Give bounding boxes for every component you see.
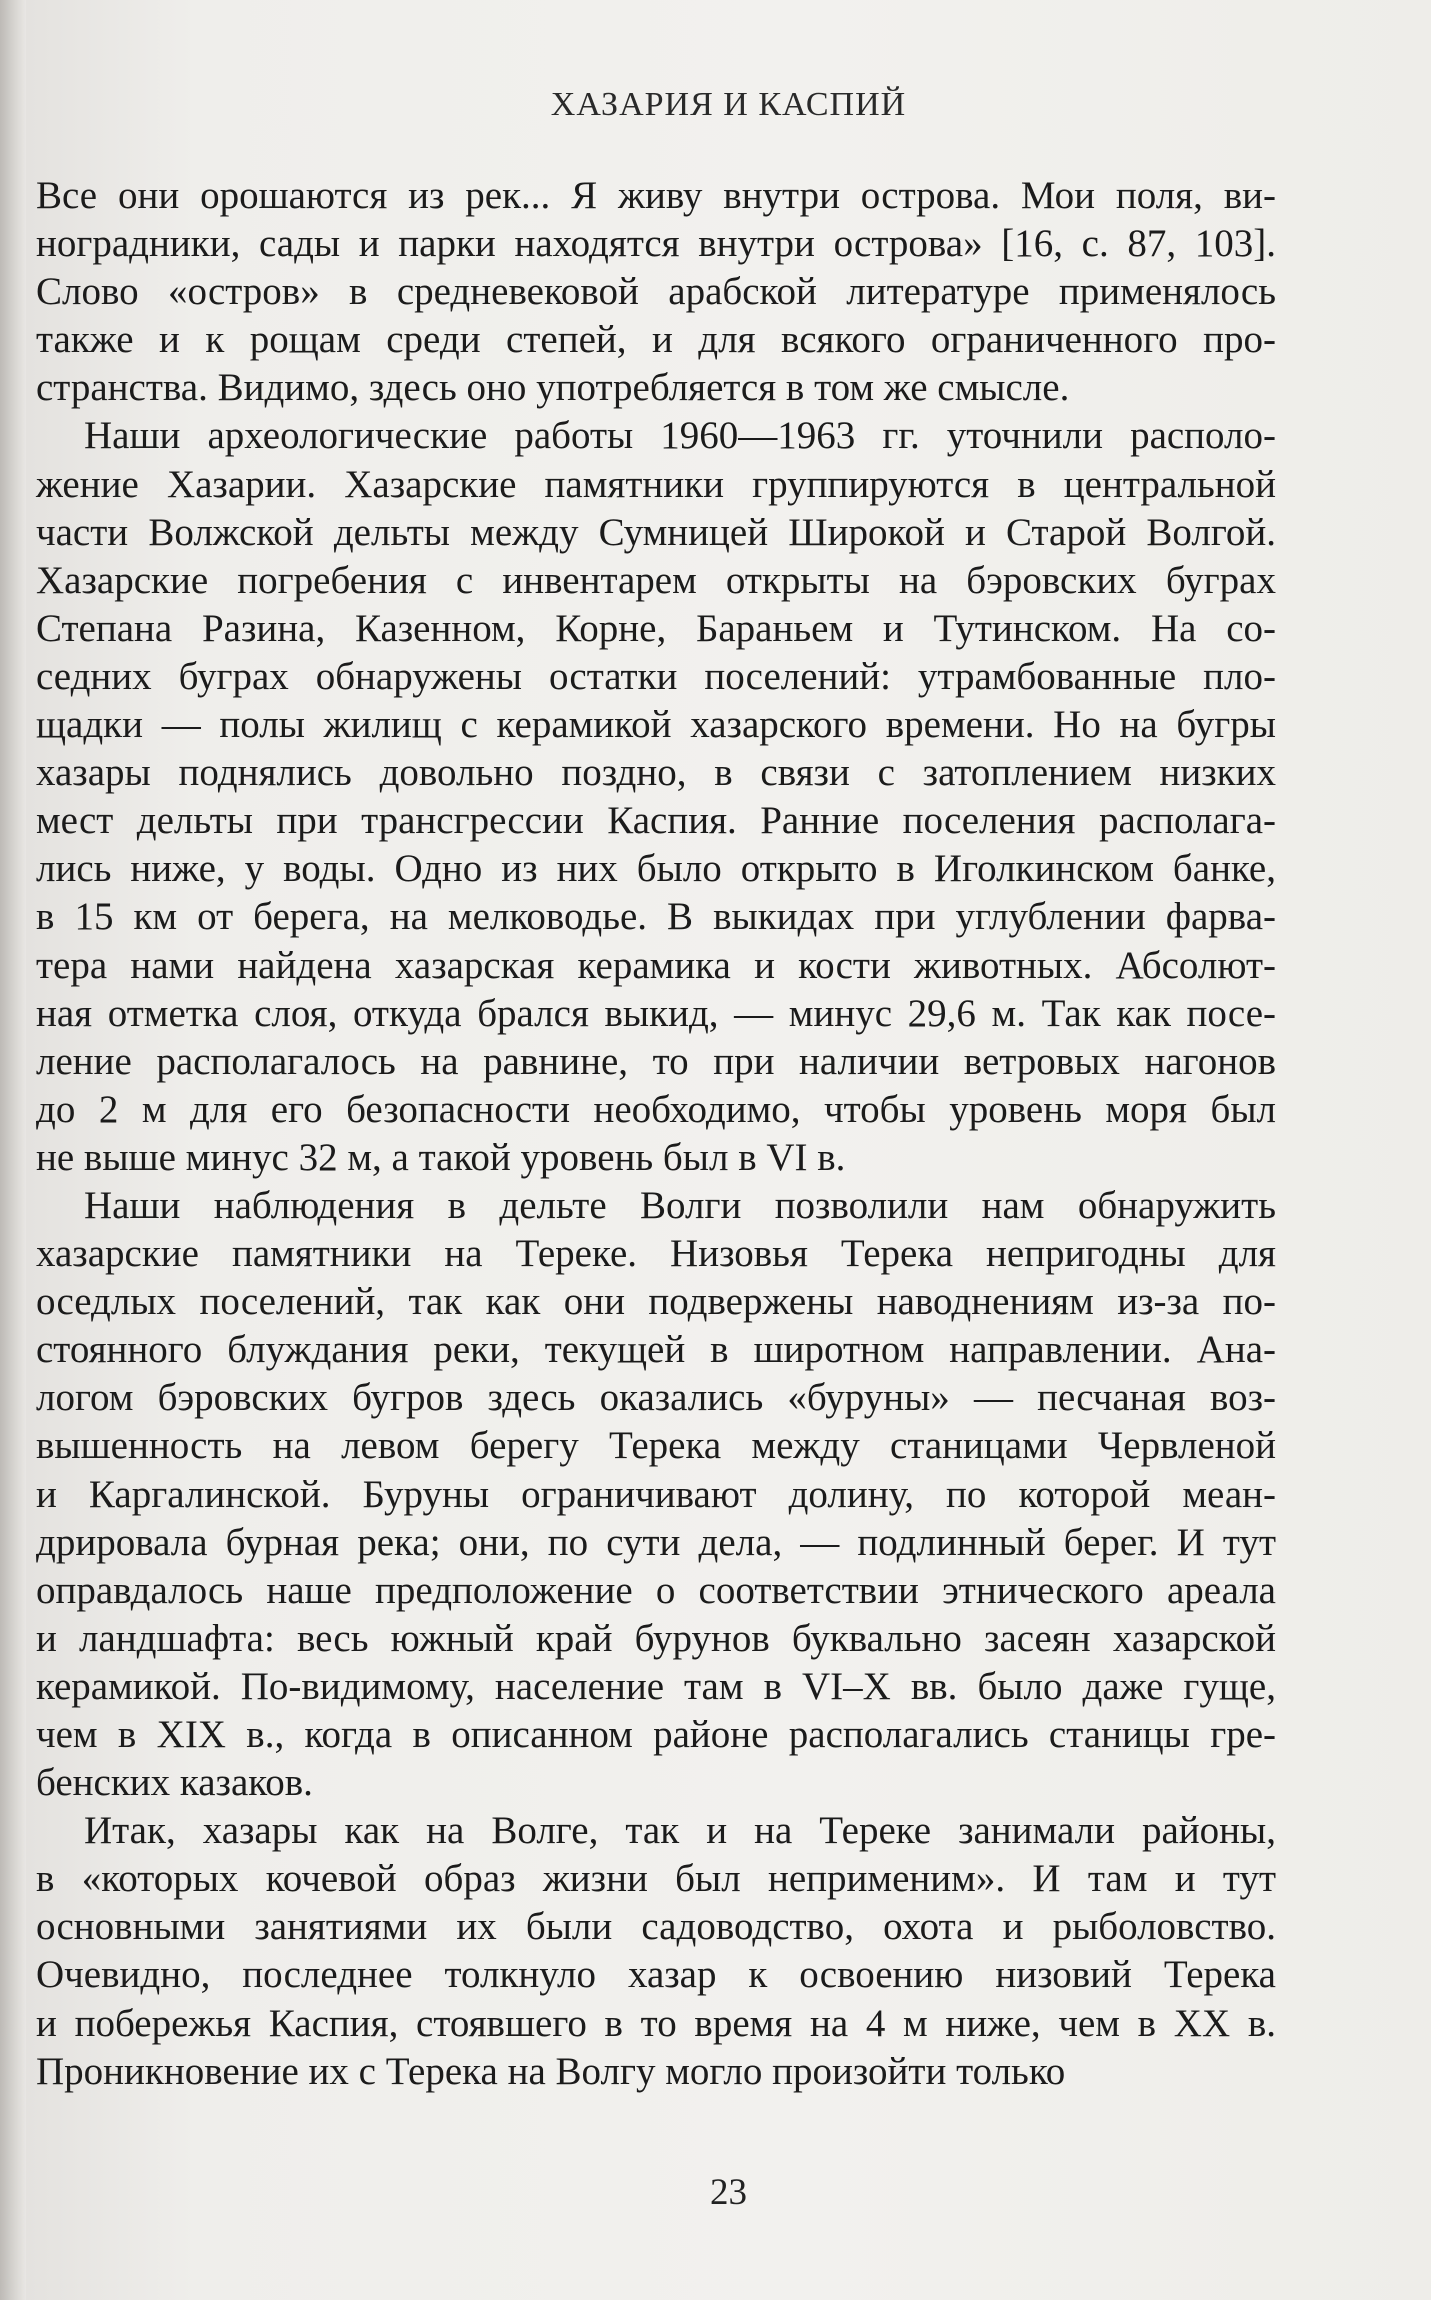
text-line: в 15 км от берега, на мелководье. В выкидах при углублении фарва- xyxy=(36,895,1276,939)
text-line: дрировала бурная река; они, по сути дела, — подлинный берег. И тут xyxy=(36,1520,1276,1564)
text-line: оправдалось наше предположение о соответствии этнического ареала xyxy=(36,1568,1276,1612)
text-line: Итак, хазары как на Волге, так и на Тереке занимали районы, xyxy=(84,1809,1276,1853)
text-line: Слово «остров» в средневековой арабской литературе применялось xyxy=(36,270,1276,314)
page-number: 23 xyxy=(710,2172,747,2213)
text-line: основными занятиями их были садоводство, охота и рыболовство. xyxy=(36,1905,1276,1949)
text-line: Все они орошаются из рек... Я живу внутри острова. Мои поля, ви- xyxy=(36,174,1276,217)
text-line: странства. Видимо, здесь оно употребляется в том же смысле. xyxy=(36,366,1070,410)
book-page xyxy=(26,0,1431,2300)
text-line: бенских казаков. xyxy=(36,1761,313,1805)
text-line: Очевидно, последнее толкнуло хазар к освоению низовий Терека xyxy=(36,1953,1276,1997)
paragraph xyxy=(36,412,1276,1182)
text-line: до 2 м для его безопасности необходимо, чтобы уровень моря был xyxy=(36,1087,1276,1131)
paragraph xyxy=(36,172,1276,412)
text-line: также и к рощам среди степей, и для всякого ограниченного про- xyxy=(36,318,1276,362)
text-line: жение Хазарии. Хазарские памятники группируются в центральной xyxy=(36,462,1276,506)
text-line: керамикой. По-видимому, население там в VI–X вв. было даже гуще, xyxy=(36,1664,1276,1708)
text-line: седних буграх обнаружены остатки поселений: утрамбованные пло- xyxy=(36,654,1276,698)
text-line: щадки — полы жилищ с керамикой хазарского времени. Но на бугры xyxy=(36,703,1276,747)
text-line: чем в XIX в., когда в описанном районе располагались станицы гре- xyxy=(36,1713,1276,1756)
text-line: мест дельты при трансгрессии Каспия. Ранние поселения располага- xyxy=(36,799,1276,843)
text-line: и Каргалинской. Буруны ограничивают долину, по которой меан- xyxy=(36,1472,1276,1516)
text-line: и ландшафта: весь южный край бурунов буквально засеян хазарской xyxy=(36,1616,1276,1660)
text-line: Хазарские погребения с инвентарем открыты на бэровских буграх xyxy=(36,558,1276,602)
paragraph xyxy=(36,1807,1276,2096)
text-line: оседлых поселений, так как они подвержены наводнениям из-за по- xyxy=(36,1280,1276,1324)
text-line: Проникновение их с Терека на Волгу могло произойти только xyxy=(36,2049,1066,2093)
text-line: стоянного блуждания реки, текущей в широтном направлении. Ана- xyxy=(36,1328,1276,1372)
text-line: хазары поднялись довольно поздно, в связи с затоплением низких xyxy=(36,751,1276,795)
text-line: не выше минус 32 м, а такой уровень был в VI в. xyxy=(36,1135,846,1179)
running-header: ХАЗАРИЯ И КАСПИЙ xyxy=(550,86,907,123)
text-line: ление располагалось на равнине, то при наличии ветровых нагонов xyxy=(36,1039,1276,1083)
page-body xyxy=(36,172,1276,2096)
text-line: Степана Разина, Казенном, Корне, Бараньем и Тутинском. На со- xyxy=(36,606,1276,650)
paragraph xyxy=(36,1182,1276,1807)
text-line: в «которых кочевой образ жизни был неприменим». И там и тут xyxy=(36,1857,1276,1901)
text-line: тера нами найдена хазарская керамика и кости животных. Абсолют- xyxy=(36,943,1276,987)
text-line: ноградники, сады и парки находятся внутри острова» [16, с. 87, 103]. xyxy=(36,222,1276,266)
text-line: ная отметка слоя, откуда брался выкид, — минус 29,6 м. Так как посе- xyxy=(36,991,1276,1035)
text-line: части Волжской дельты между Сумницей Широкой и Старой Волгой. xyxy=(36,510,1276,554)
text-line: вышенность на левом берегу Терека между станицами Червленой xyxy=(36,1424,1276,1468)
text-line: Наши наблюдения в дельте Волги позволили нам обнаружить xyxy=(84,1183,1276,1227)
text-line: и побережья Каспия, стоявшего в то время на 4 м ниже, чем в XX в. xyxy=(36,2001,1276,2045)
text-line: лись ниже, у воды. Одно из них было открыто в Иголкинском банке, xyxy=(36,847,1276,891)
text-line: Наши археологические работы 1960—1963 гг. уточнили располо- xyxy=(84,414,1276,458)
text-line: логом бэровских бугров здесь оказались «буруны» — песчаная воз- xyxy=(36,1376,1276,1420)
text-line: хазарские памятники на Тереке. Низовья Терека непригодны для xyxy=(36,1232,1276,1276)
book-gutter xyxy=(0,0,26,2300)
